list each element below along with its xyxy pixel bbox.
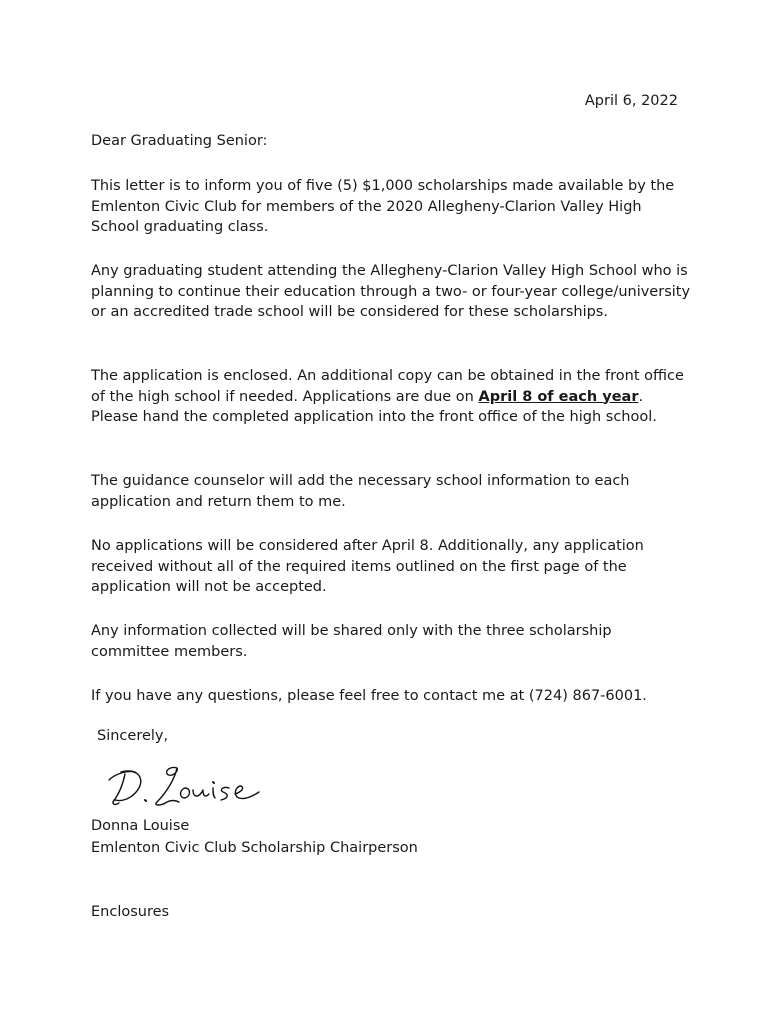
paragraph-text-end: . Please hand the completed application into the front office of the high school. xyxy=(91,388,657,425)
paragraph-text-start: The application is enclosed. An additional copy can be obtained in the front office of the high school if needed. Applications are due on xyxy=(91,368,684,405)
paragraph-text: No applications will be considered after April 8. Additionally, any application received without all of the required items outlined on the first page of the application will not be accepted. xyxy=(91,538,644,595)
signer-name: Donna Louise xyxy=(91,818,190,834)
enclosures-note: Enclosures xyxy=(91,904,170,920)
paragraph-text xyxy=(91,366,691,428)
deadline-highlight: April 8 of each year xyxy=(478,388,639,405)
paragraph-guidance xyxy=(91,471,691,512)
paragraph-scholarship-intro xyxy=(91,176,691,238)
paragraph-text: If you have any questions, please feel free to contact me at (724) 867-6001. xyxy=(91,688,647,704)
paragraph-contact xyxy=(91,686,691,707)
paragraph-eligibility xyxy=(91,261,691,323)
letter-date: April 6, 2022 xyxy=(584,93,678,109)
salutation: Dear Graduating Senior: xyxy=(91,133,268,149)
handwritten-signature xyxy=(105,760,265,815)
paragraph-text: Any graduating student attending the Allegheny-Clarion Valley High School who is planning to continue their education through a two- or four-year college/university or an accredited trade school will be considered for these scholarships. xyxy=(91,263,691,320)
paragraph-text: This letter is to inform you of five (5) $1,000 scholarships made available by the Emlenton Civic Club for members of the 2020 Allegheny-Clarion Valley High School graduating class. xyxy=(91,178,675,235)
signer-title: Emlenton Civic Club Scholarship Chairperson xyxy=(91,840,418,856)
paragraph-text: Any information collected will be shared only with the three scholarship committee members. xyxy=(91,623,612,660)
paragraph-application xyxy=(91,366,691,428)
paragraph-deadline-policy xyxy=(91,536,691,598)
paragraph-text: The guidance counselor will add the necessary school information to each application and return them to me. xyxy=(91,473,630,510)
paragraph-privacy xyxy=(91,621,691,662)
closing: Sincerely, xyxy=(97,728,169,744)
